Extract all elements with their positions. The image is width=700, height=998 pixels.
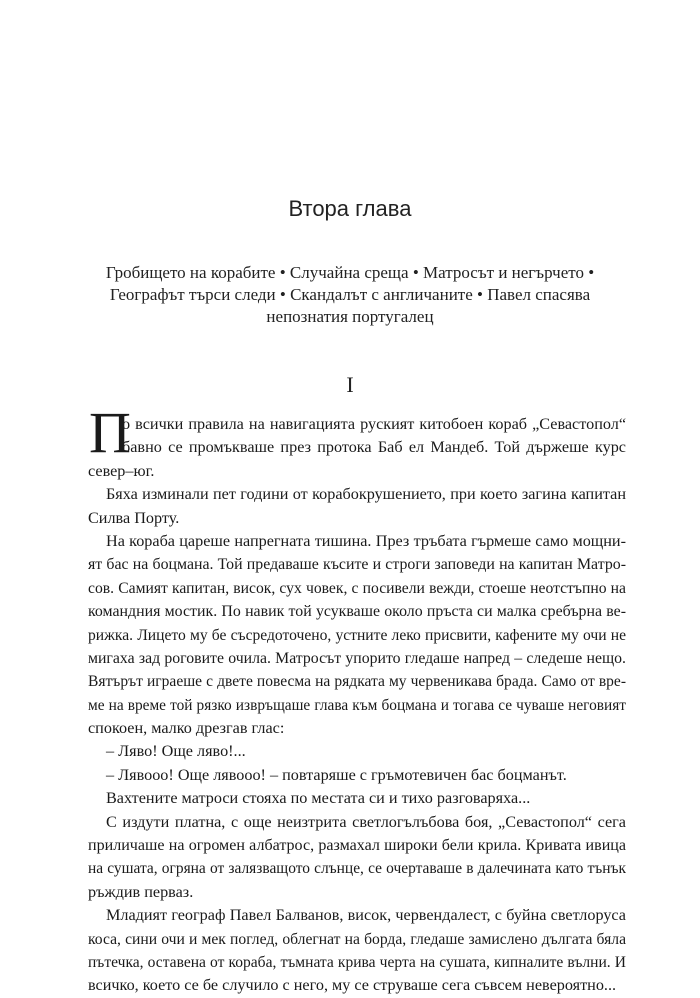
text-line: На кораба цареше напрегната тишина. През тръбата гърмеше само мощни- (106, 531, 626, 550)
text-line: ме на време той рязко извръщаше глава към боцмана и тогава се чуваше неговият (88, 696, 626, 714)
summary-line: Гробището на корабите • Случайна среща • Матросът и негърчето • (105, 263, 595, 282)
text-line: коса, сини очи и мек поглед, облегнат на борда, гледаше замислено дългата бяла (88, 930, 626, 948)
text-line: на сушата, огряна от залязващото слънце, се очертаваше в далечината като тънък (88, 860, 626, 878)
text-line: С издути платна, с още неизтрита светлогълъбова боя, „Севастопол“ сега (106, 812, 626, 831)
text-line: рижка. Лицето му бе съсредоточено, устните леко присвити, кафените му очи не (88, 626, 626, 644)
text-line: Вахтените матроси стояха по местата си и тихо разговаряха... (106, 789, 531, 808)
summary-line: непознатия португалец (266, 307, 434, 326)
text-line: Силва Порту. (88, 508, 180, 527)
drop-cap: П (89, 400, 131, 465)
text-line: сов. Самият капитан, висок, сух човек, с посивели вежди, стоеше неотстъпно на (88, 579, 626, 597)
text-line: мигаха зад роговите очила. Матросът упорито гледаше напред – следеше нещо. (88, 649, 626, 667)
text-line: всичко, което се бе случило с него, му се струваше сега съвсем невероятно... (88, 976, 617, 995)
text-line: командния мостик. По навик той усукваше около пръста си малка сребърна ве- (88, 603, 626, 621)
text-line: север–юг. (88, 461, 155, 480)
summary-line: Географът търси следи • Скандалът с англичаните • Павел спасява (109, 285, 591, 304)
text-line: – Лявооо! Още лявооо! – повтаряше с гръмотевичен бас боцманът. (106, 765, 567, 784)
text-line: Бяха изминали пет години от корабокрушението, при което загина капитан (106, 485, 626, 504)
text-line: Вятърът играеше с двете повесма на рядката му червеникава брада. Само от вре- (88, 673, 626, 691)
text-line: ръждив перваз. (88, 882, 194, 901)
text-line: бавно се промъкваше през протока Баб ел Мандеб. Той държеше курс (122, 438, 626, 457)
text-line: Младият географ Павел Балванов, висок, червендалест, с буйна светлоруса (106, 906, 626, 925)
text-line: о всички правила на навигацията руският китобоен кораб „Севастопол“ (122, 415, 626, 433)
text-line: ят бас на боцмана. Той предаваше късите и строги заповеди на капитан Матро- (88, 556, 626, 574)
text-line: спокоен, малко дрезгав глас: (88, 719, 285, 738)
text-line: пътечка, оставена от кораба, тъмната крива черта на сушата, кипналите вълни. И (88, 953, 626, 971)
chapter-summary (72, 262, 628, 328)
chapter-title: Втора глава (288, 196, 412, 221)
section-number: I (346, 372, 354, 397)
body-text (88, 413, 626, 998)
text-line: – Ляво! Още ляво!... (106, 742, 246, 761)
text-line: приличаше на огромен албатрос, размахал широки бели крила. Кривата ивица (88, 837, 626, 855)
